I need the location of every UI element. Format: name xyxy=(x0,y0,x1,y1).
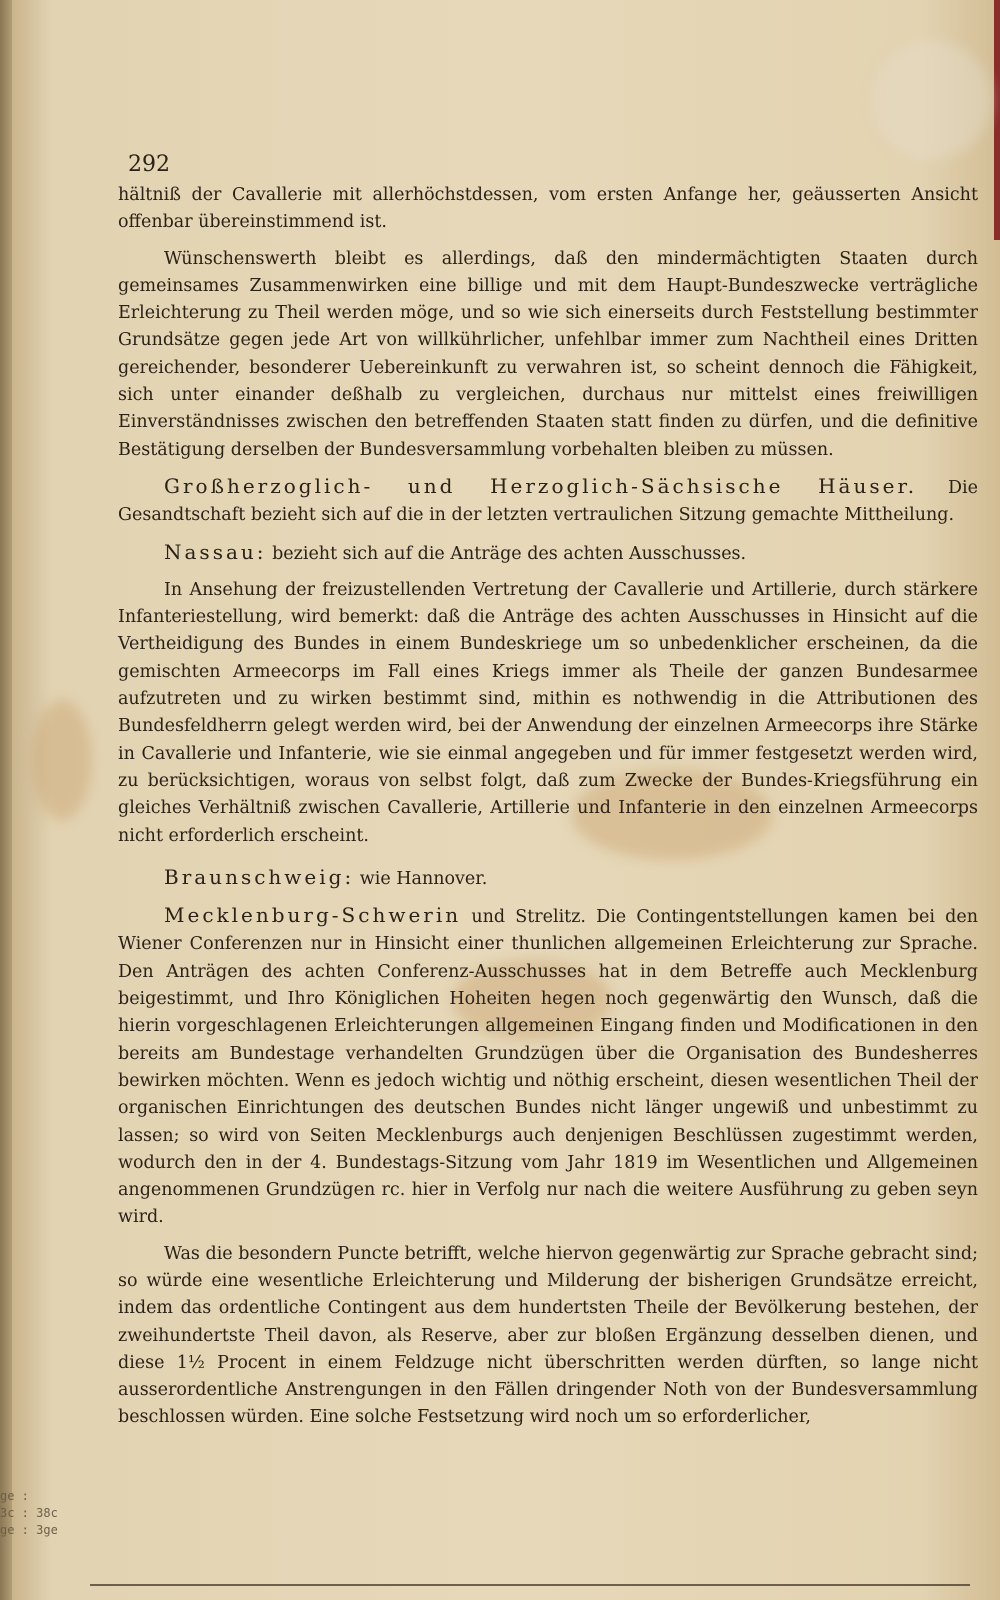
stain xyxy=(32,700,92,820)
heading-nassau: Nassau: xyxy=(164,539,267,564)
stain xyxy=(872,40,992,160)
paragraph-5: In Ansehung der freizustellenden Vertretung der Cavallerie und Artillerie, durch stärkere Infanteriestellung, wird bemerkt: daß die Anträge des achten Ausschusses in Hinsicht auf die Vertheidigung des Bundes in einem Bundeskriege um so unbedenklicher erscheinen, da die gemischten Armeecorps im Fall eines Kriegs immer als Theile der ganzen Bundesarmee aufzutreten und zu wirken bestimmt sind, mithin es nothwendig in die Attributionen des Bundesfeldherrn gelegt werden wird, bei der Anwendung der einzelnen Armeecorps ihre Stärke in Cavallerie und Infanterie, wie sie einmal angegeben und für immer festgesetzt werden wird, zu berücksichtigen, woraus von selbst folgt, daß zum Zwecke der Bundes-Kriegsführung ein gleiches Verhältniß zwischen Cavallerie, Artillerie und Infanterie in den einzelnen Armeecorps nicht erforderlich erscheint. xyxy=(118,579,978,846)
paragraph-1: hältniß der Cavallerie mit allerhöchstdessen, vom ersten Anfange her, geäusserten Ansicht offenbar übereinstimmend ist. xyxy=(118,185,978,233)
paragraph-2: Wünschenswerth bleibt es allerdings, daß den mindermächtigten Staaten durch gemeinsames Zusammenwirken eine billige und mit dem Haupt-Bundeszwecke verträgliche Erleichterung zu Theil werden möge, und so wie sich einerseits durch Feststellung bestimmter Grundsätze gegen jede Art von willkührlicher, unfehlbar immer zum Nachtheil eines Dritten gereichender, besonderer Uebereinkunft zu verwahren ist, so scheint dennoch die Fähigkeit, sich unter einander deßhalb zu vergleichen, durchaus nur mittelst eines freiwilligen Einverständnisses zwischen den betreffenden Staaten statt finden zu dürfen, und die definitive Bestätigung derselben der Bundesversammlung vorbehalten bleiben zu müssen. xyxy=(118,248,978,460)
margin-marks: ge : 3c : 38c ge : 3ge xyxy=(0,1489,58,1537)
page-number: 292 xyxy=(128,152,170,177)
page-content xyxy=(118,150,978,1441)
paragraph-nassau: Nassau: bezieht sich auf die Anträge des achten Ausschusses. xyxy=(164,539,747,564)
heading-saxony: Großherzoglich- und Herzoglich-Sächsische Häuser. xyxy=(164,473,918,498)
heading-braunschweig: Braunschweig: xyxy=(164,864,355,889)
paragraph-mecklenburg: Mecklenburg-Schwerin und Strelitz. Die Contingentstellungen kamen bei den Wiener Conferenzen nur in Hinsicht einer thunlichen allgemeinen Erleichterung zur Sprache. Den Anträgen des achten Conferenz-Ausschusses hat in dem Betreffe auch Mecklenburg beigestimmt, und Ihro Königlichen Hoheiten hegen noch gegenwärtig den Wunsch, daß die hierin vorgeschlagenen Erleichterungen allgemeinen Eingang finden und Modificationen in den bereits am Bundestage verhandelten Grundzügen über die Organisation des Bundesherres bewirken möchten. Wenn es jedoch wichtig und nöthig erscheint, diesen wesentlichen Theil der organischen Einrichtungen des deutschen Bundes nicht länger ungewiß und unbestimmt zu lassen; so wird von Seiten Mecklenburgs auch denjenigen Beschlüssen zugestimmt werden, wodurch den in der 4. Bundestags-Sitzung vom Jahr 1819 im Wesentlichen und Allgemeinen angenommenen Grundzügen rc. hier in Verfolg nur nach die weitere Ausführung zu geben seyn wird. xyxy=(118,903,978,1228)
paragraph-braunschweig: Braunschweig: wie Hannover. xyxy=(164,864,488,889)
paragraph-saxony: Großherzoglich- und Herzoglich-Sächsische Häuser. Die Gesandtschaft bezieht sich auf die in der letzten vertraulichen Sitzung gemachte Mittheilung. xyxy=(118,473,978,526)
paragraph-8: Was die besondern Puncte betrifft, welche hiervon gegenwärtig zur Sprache gebracht sind; so würde eine wesentliche Erleichterung und Milderung der bisherigen Grundsätze erreicht, indem das ordentliche Contingent aus dem hundertsten Theile der Bevölkerung bestehen, der zweihundertste Theil davon, als Reserve, aber zur bloßen Ergänzung desselben dienen, und diese 1½ Procent in einem Feldzuge nicht überschritten werden dürften, so lange nicht ausserordentliche Anstrengungen in den Fällen dringender Noth von der Bundesversammlung beschlossen würden. Eine solche Festsetzung wird noch um so erforderlicher, xyxy=(118,1243,978,1428)
heading-mecklenburg: Mecklenburg-Schwerin xyxy=(164,903,462,928)
page-edge-mark xyxy=(994,0,1000,240)
bottom-rule xyxy=(90,1584,970,1586)
